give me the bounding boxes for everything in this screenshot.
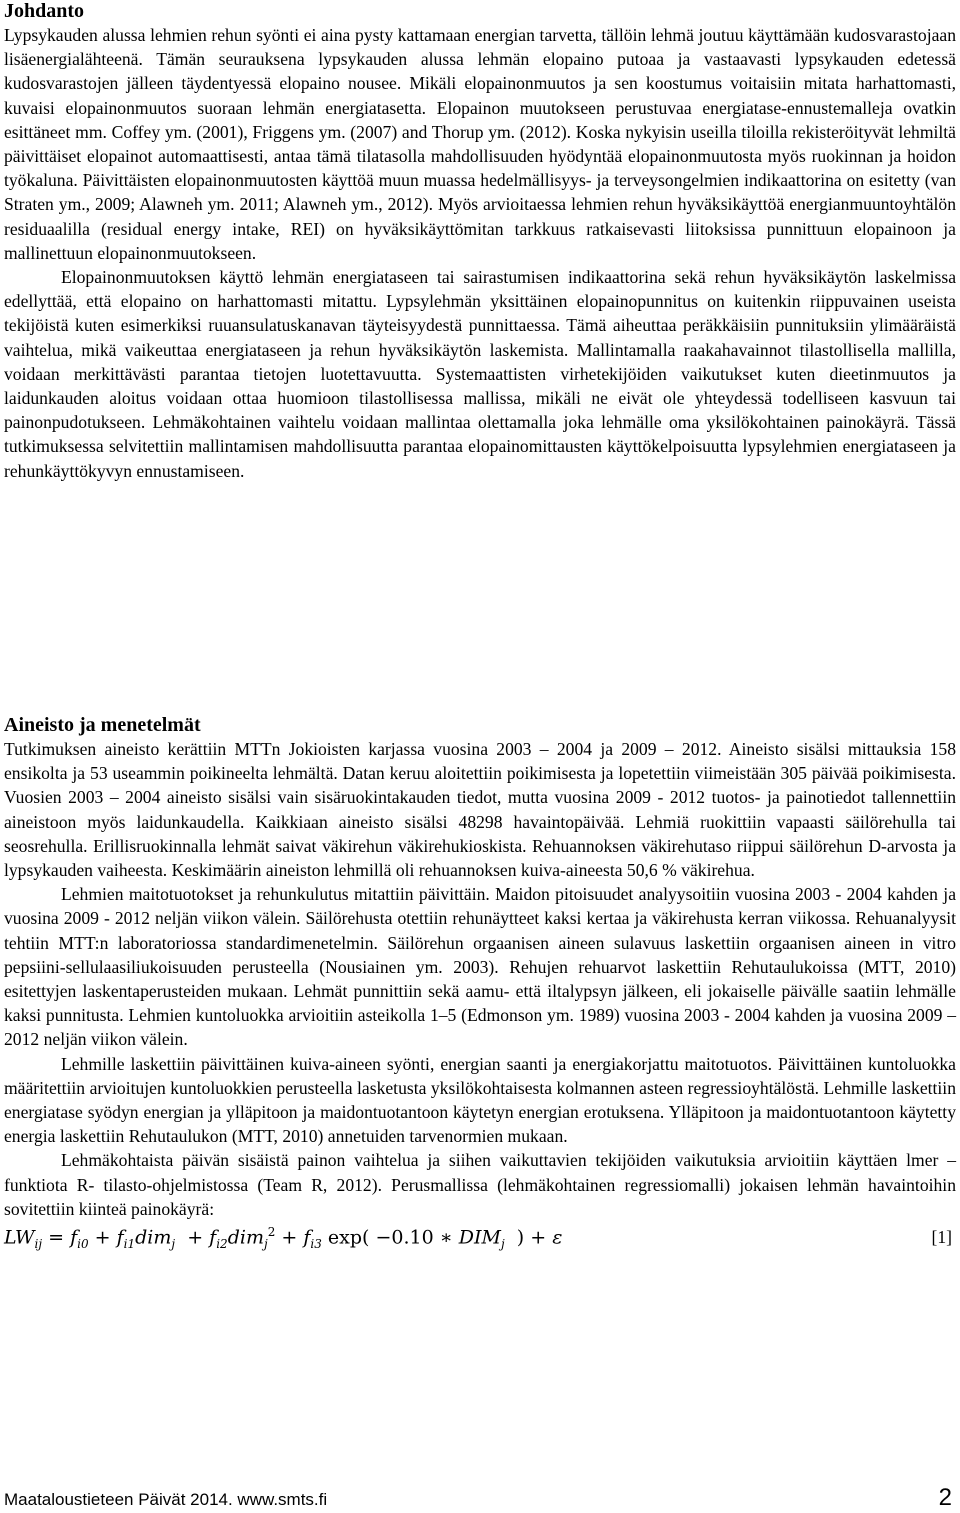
methods-section bbox=[4, 714, 956, 1257]
weight-curve-equation: $LW_{ij} = f_{i0} + f_{i1}dim_j + f_{i2}dim_j^2 + f_{i3}$ exp( −0.10 ∗ $DIM_j$ ) + ε bbox=[4, 1225, 563, 1252]
footer-source: Maataloustieteen Päivät 2014. www.smts.fi bbox=[4, 1490, 328, 1509]
paragraph: Lehmille laskettiin päivittäinen kuiva-aineen syönti, energian saanti ja energiakorjattu maitotuotos. Päivittäinen kuntoluokka määritettiin arvioitujen kuntoluokkien perusteella lasketusta yksilökohtaisesta kolmannen asteen regressioyhtälöstä. Lehmille laskettiin energiatase syödyn energian ja ylläpitoon ja maidontuotantoon käytetyn energian erotuksena. Ylläpitoon ja maidontuotantoon käytetty energia laskettiin Rehutaulukon (MTT, 2010) annetuiden tarvenormien mukaan. bbox=[4, 1053, 956, 1147]
paragraph: Tutkimuksen aineisto kerättiin MTTn Jokioisten karjassa vuosina 2003 – 2004 ja 2009 – 2012. Aineisto sisälsi mittauksia 158 ensikolta ja 53 useammin poikineelta lehmältä. Datan keruu aloitettiin poikimisesta ja lopetettiin viimeistään 305 päivää poikimisesta. Vuosien 2003 – 2004 aineisto sisälsi vain sisäruokintakauden tiedot, mutta vuosina 2009 - 2012 tuotos- ja painotiedot tallennettiin aineistoon myös laidunkaudella. Kaikkiaan aineisto sisälsi 48298 havaintopäivää. Lehmiä ruokittiin vapaasti säilörehulla tai seosrehulla. Erillisruokinnalla lehmät saivat väkirehun väkirehukioskista. Rehuannoksen väkirehutaso riippui säilörehun D-arvosta ja lypsykauden vaiheesta. Keskimäärin aineiston lehmillä oli rehuannoksen kuiva-aineesta 50,6 % väkirehua. bbox=[4, 739, 956, 881]
equation-row bbox=[4, 1223, 956, 1257]
section-heading-johdanto: Johdanto bbox=[4, 0, 85, 22]
page-footer bbox=[4, 1484, 956, 1512]
paragraph: Lehmäkohtaista päivän sisäistä painon vaihtelua ja siihen vaikuttavien tekijöiden vaikutuksia arvioitiin käyttäen lmer –funktiota R- tilasto-ohjelmistossa (Team R, 2012). Perusmallissa (lehmäkohtainen regressiomalli) jokaisen lehmän havaintoihin sovitettiin kiinteä painokäyrä: bbox=[4, 1150, 956, 1219]
paragraph: Lehmien maitotuotokset ja rehunkulutus mitattiin päivittäin. Maidon pitoisuudet analyysoitiin vuosina 2003 - 2004 kahden ja vuosina 2009 - 2012 neljän viikon välein. Säilörehusta otettiin rehunäytteet kaksi kertaa ja väkirehusta kerran viikossa. Rehuanalyysit tehtiin MTT:n laboratoriossa standardimenetelmin. Säilörehun orgaanisen aineen sulavuus laskettiin orgaanisen aineen in vitro pepsiini-sellulaasiliukoisuuden perusteella (Nousiainen ym. 2003). Rehujen rehuarvot laskettiin Rehutaulukoissa (MTT, 2010) esitettyjen laskentaperusteiden mukaan. Lehmät punnittiin sekä aamu- että iltalypsyn jälkeen, eli jokaiselle päivälle saatiin lehmälle kaksi punnitusta. Lehmien kuntoluokka arvioitiin asteikolla 1–5 (Edmonson ym. 1989) vuosina 2003 - 2004 kahden ja vuosina 2009 – 2012 neljän viikon välein. bbox=[4, 884, 956, 1050]
equation-number: [1] bbox=[931, 1227, 952, 1248]
introduction-section bbox=[4, 0, 956, 483]
paragraph: Elopainonmuutoksen käyttö lehmän energiataseen tai sairastumisen indikaattorina sekä rehun hyväksikäytön laskelmissa edellyttää, että elopaino on harhattomasti mitattu. Lypsylehmän yksittäinen elopainopunnitus on kuitenkin riippuvainen useista tekijöistä kuten esimerkiksi ruuansulatuskanavan täyteisyydestä punnittaessa. Tämä aiheuttaa peräkkäisiin punnituksiin ylimääräistä vaihtelua, mikä vaikeuttaa energiataseen ja rehun hyväksikäytön laskemista. Mallintamalla raakahavainnot tilastollisella mallilla, voidaan merkittävästi parantaa tietojen luotettavuutta. Systemaattisten virhetekijöiden vaikutukset kuten dieetinmuutos ja laidunkauden aloitus voidaan ottaa huomioon tilastollisessa mallissa, mikäli ne eivät ole yhteydessä todelliseen kasvuun tai painonpudotukseen. Lehmäkohtainen vaihtelu voidaan mallintaa olettamalla joka lehmälle oma yksilökohtainen painokäyrä. Tässä tutkimuksessa selvitettiin mallintamisen mahdollisuutta parantaa elopainomittausten käyttökelpoisuutta lypsylehmien energiataseen ja rehunkäyttökyvyn ennustamiseen. bbox=[4, 267, 956, 481]
paragraph: Lypsykauden alussa lehmien rehun syönti ei aina pysty kattamaan energian tarvetta, tällöin lehmä joutuu käyttämään kudosvarastojaan lisäenergialähteenä. Tämän seurauksena lypsykauden alussa lehmän elopaino putoaa ja vastaavasti lypsykauden edetessä kudosvarastojen jälleen täydentyessä elopaino nousee. Mikäli elopainonmuutos ja sen koostumus voitaisiin mitata harhattomasti, kuvaisi elopainonmuutos suoraan lehmän energiatasetta. Elopainon muutokseen perustuvaa energiatase-ennustemalleja ovatkin esittäneet mm. Coffey ym. (2001), Friggens ym. (2007) and Thorup ym. (2012). Koska nykyisin useilla tiloilla rekisteröityvät lehmiltä päivittäiset elopainot automaattisesti, antaa tämä tilatasolla mahdollisuuden hyödyntää elopainonmuutosta myös ruokinnan ja hoidon työkaluna. Päivittäisten elopainonmuutosten käyttöä muun muassa hedelmällisyys- ja terveysongelmien indikaattorina on esitetty (van Straten ym., 2009; Alawneh ym. 2011; Alawneh ym., 2012). Myös arvioitaessa lehmien rehun hyväksikäyttöä energianmuuntoyhtälön residuaalilla (residual energy intake, REI) on hyväksikäyttömitan tarkkuus ratkaisevasti liitoksissa punnittuun elopainoon ja mallinettuun elopainonmuutokseen. bbox=[4, 25, 956, 263]
section-heading-aineisto: Aineisto ja menetelmät bbox=[4, 714, 201, 736]
page-number: 2 bbox=[938, 1484, 952, 1511]
document-page bbox=[4, 0, 956, 1252]
